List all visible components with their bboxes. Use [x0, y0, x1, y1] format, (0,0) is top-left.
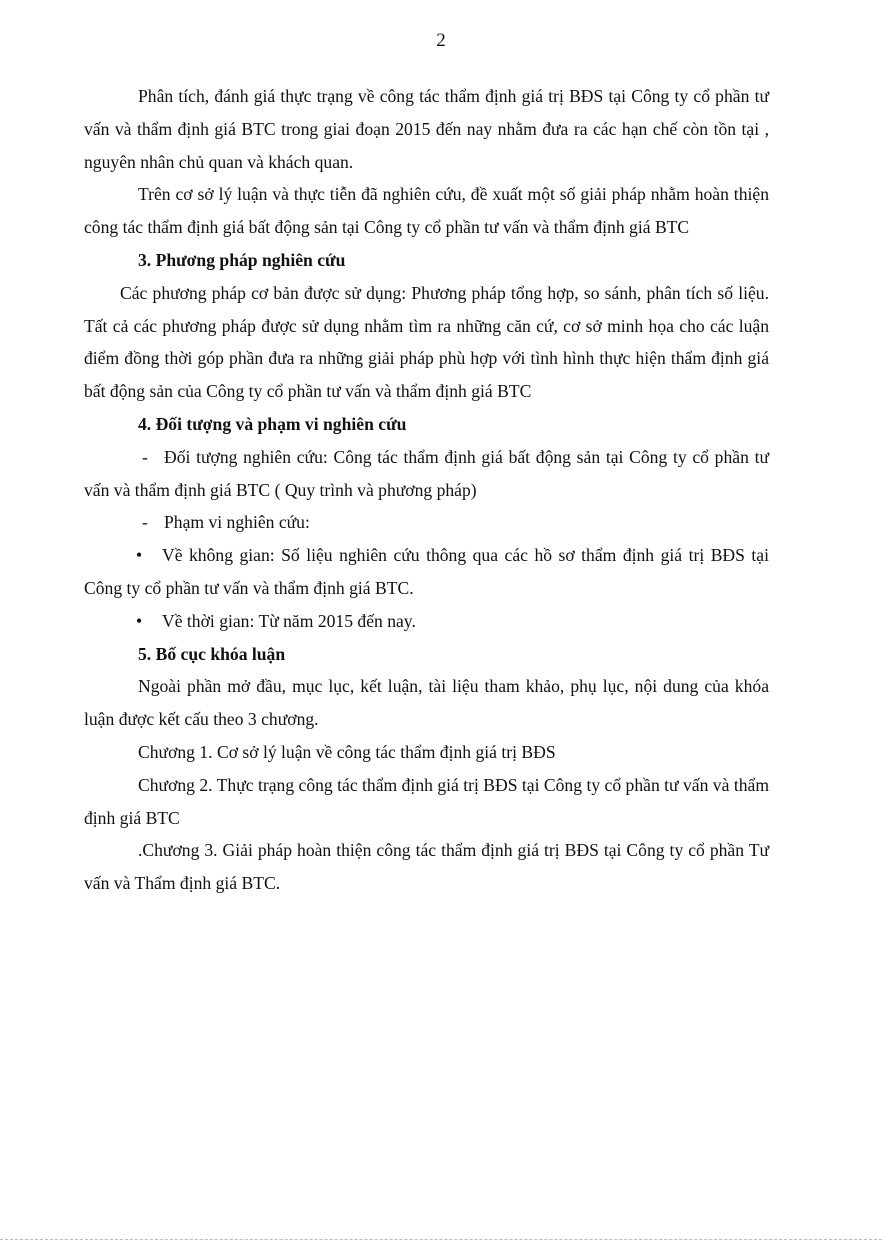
chapter-3-line: .Chương 3. Giải pháp hoàn thiện công tác thẩm định giá trị BĐS tại Công ty cổ phần Tư vấn và Thẩm định giá BTC. [84, 840, 769, 894]
list-item-research-range [84, 506, 769, 539]
bullet-item-space [84, 539, 769, 605]
heading-research-scope: 4. Đối tượng và phạm vi nghiên cứu [138, 413, 407, 434]
bullet-marker: • [136, 545, 143, 566]
bullet-item-time [84, 605, 769, 638]
paragraph-thesis-structure: Ngoài phần mở đầu, mục lục, kết luận, tài liệu tham khảo, phụ lục, nội dung của khóa luận được kết cấu theo 3 chương. [84, 676, 769, 730]
dash-marker: - [142, 446, 148, 467]
chapter-2-line: Chương 2. Thực trạng công tác thẩm định giá trị BĐS tại Công ty cổ phần tư vấn và thẩm định giá BTC [84, 774, 769, 828]
page-number: 2 [436, 30, 446, 51]
list-item-research-object [84, 441, 769, 507]
bullet-marker: • [136, 610, 143, 631]
page-bottom-border [0, 1239, 882, 1240]
paragraph-analysis: Phân tích, đánh giá thực trạng về công tác thẩm định giá trị BĐS tại Công ty cổ phần tư vấn và thẩm định giá BTC trong giai đoạn 2015 đến nay nhằm đưa ra các hạn chế còn tồn tại , nguyên nhân chủ quan và khách quan. [84, 86, 769, 172]
page-content [84, 80, 769, 900]
paragraph-proposal: Trên cơ sở lý luận và thực tiễn đã nghiên cứu, đề xuất một số giải pháp nhằm hoàn thiện công tác thẩm định giá bất động sản tại Công ty cổ phần tư vấn và thẩm định giá BTC [84, 184, 769, 238]
bullet-item-text: Về thời gian: Từ năm 2015 đến nay. [162, 610, 416, 631]
bullet-item-text: Về không gian: Số liệu nghiên cứu thông qua các hồ sơ thẩm định giá trị BĐS tại Công ty cổ phần tư vấn và thẩm định giá BTC. [84, 545, 769, 598]
list-item-text: Phạm vi nghiên cứu: [164, 512, 310, 533]
list-item-text: Đối tượng nghiên cứu: Công tác thẩm định giá bất động sản tại Công ty cổ phần tư vấn và thẩm định giá BTC ( Quy trình và phương pháp) [84, 446, 769, 500]
dash-marker: - [142, 512, 148, 533]
chapter-1-line: Chương 1. Cơ sở lý luận về công tác thẩm định giá trị BĐS [138, 741, 556, 762]
heading-thesis-structure: 5. Bố cục khóa luận [138, 643, 286, 664]
heading-research-methods: 3. Phương pháp nghiên cứu [138, 249, 346, 270]
paragraph-research-methods: Các phương pháp cơ bản được sử dụng: Phương pháp tổng hợp, so sánh, phân tích số liệu. Tất cả các phương pháp được sử dụng nhằm tìm ra những căn cứ, cơ sở minh họa cho các luận điểm đồng thời góp phần đưa ra những giải pháp phù hợp với tình hình thực hiện thẩm định giá bất động sản của Công ty cổ phần tư vấn và thẩm định giá BTC [84, 282, 769, 402]
